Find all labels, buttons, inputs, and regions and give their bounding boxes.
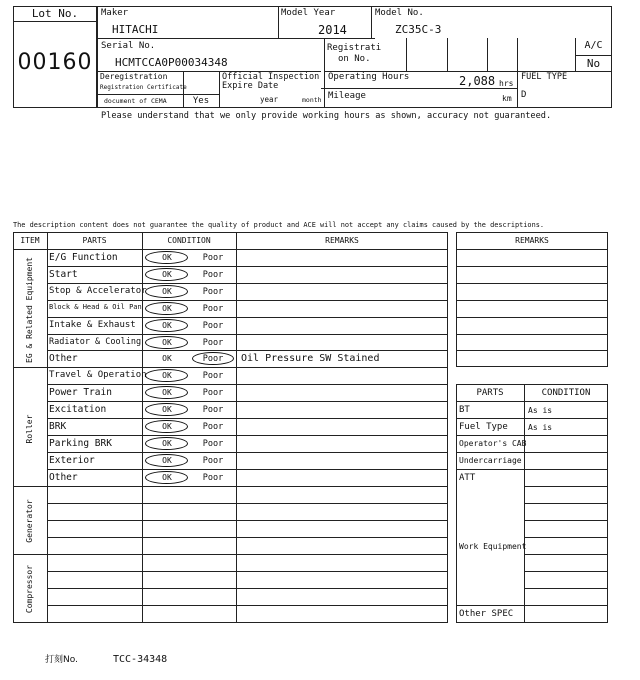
- fuel-type-label: FUEL TYPE: [521, 72, 568, 82]
- condition-column-header: CONDITION: [167, 236, 211, 245]
- ok-selected-circle: [145, 302, 188, 315]
- cema-label: document of CEMA: [104, 97, 167, 105]
- right-part-undercarriage: Undercarriage: [459, 456, 522, 465]
- ok-selected-circle: [145, 437, 188, 450]
- registration-label-2: on No.: [338, 54, 371, 64]
- poor-option: Poor: [202, 405, 224, 415]
- ac-value: No: [586, 57, 601, 70]
- row-line: [47, 537, 448, 538]
- ok-selected-circle: [145, 285, 188, 298]
- model-no-value: ZC35C-3: [395, 23, 442, 36]
- remark-text: Oil Pressure SW Stained: [241, 353, 380, 364]
- ok-option: OK: [162, 338, 172, 347]
- part-label: Start: [49, 269, 78, 280]
- poor-option: Poor: [202, 321, 224, 331]
- ok-selected-circle: [145, 319, 188, 332]
- row-line: [47, 435, 448, 436]
- inspection-label-1: Official Inspection: [222, 72, 320, 82]
- ok-option: OK: [162, 439, 172, 448]
- operating-hours-value: 2,088: [459, 74, 496, 88]
- row-line: [47, 418, 448, 419]
- row-line: [47, 571, 448, 572]
- maker-value: HITACHI: [112, 23, 159, 36]
- ok-selected-circle: [145, 454, 188, 467]
- row-line: [47, 283, 448, 284]
- ok-option: OK: [162, 270, 172, 279]
- hours-disclaimer: Please understand that we only provide working hours as shown, accuracy not guaranteed.: [101, 111, 552, 121]
- row-line: [47, 503, 448, 504]
- ok-selected-circle: [145, 268, 188, 281]
- ok-option: OK: [162, 354, 172, 363]
- part-label: E/G Function: [49, 252, 118, 263]
- row-line: [47, 452, 448, 453]
- ok-option: OK: [162, 405, 172, 414]
- row-line: [47, 350, 448, 351]
- mileage-label: Mileage: [328, 91, 366, 101]
- ok-selected-circle: [145, 369, 188, 382]
- part-label: BRK: [49, 421, 67, 432]
- poor-option: Poor: [202, 338, 224, 348]
- part-label: Other: [49, 353, 78, 364]
- poor-option: Poor: [202, 304, 224, 314]
- poor-option: Poor: [202, 473, 224, 483]
- poor-option: Poor: [202, 354, 224, 364]
- item-column-header: ITEM: [20, 236, 40, 245]
- group-label-compressor: Compressor: [25, 564, 34, 614]
- right-part-operator-cab: Operator's CAB: [459, 439, 527, 448]
- ok-selected-circle: [145, 386, 188, 399]
- ok-option: OK: [162, 253, 172, 262]
- right-condition-fuel-type: As is: [528, 423, 553, 432]
- ac-label: A/C: [584, 40, 603, 51]
- ok-option: OK: [162, 473, 172, 482]
- row-line: [47, 401, 448, 402]
- group-label-generator: Generator: [25, 499, 34, 543]
- poor-option: Poor: [202, 270, 224, 280]
- km-unit: km: [502, 94, 512, 103]
- maker-label: Maker: [101, 8, 129, 18]
- poor-option: Poor: [202, 253, 224, 263]
- operating-hours-label: Operating Hours: [328, 72, 410, 82]
- right-part-work-equipment: Work Equipment: [459, 542, 527, 551]
- right-part-bt: BT: [459, 405, 470, 415]
- part-label: Exterior: [49, 455, 95, 466]
- model-year-label: Model Year: [281, 8, 336, 18]
- remarks-column-header: REMARKS: [325, 236, 359, 245]
- part-label: Travel & Operation: [49, 370, 147, 380]
- ok-selected-circle: [145, 403, 188, 416]
- ok-option: OK: [162, 371, 172, 380]
- right-part-att: ATT: [459, 473, 476, 483]
- ok-option: OK: [162, 304, 172, 313]
- group-label-roller: Roller: [25, 414, 34, 444]
- ok-selected-circle: [145, 336, 188, 349]
- stamp-number-value: TCC-34348: [113, 654, 168, 665]
- serial-value: HCMTCCA0P00034348: [115, 56, 228, 69]
- registration-certificate-label: Registration Certificate: [100, 84, 187, 91]
- row-line: [47, 266, 448, 267]
- right-condition-header: CONDITION: [541, 388, 591, 398]
- right-remarks-header: REMARKS: [515, 236, 549, 245]
- row-line: [47, 317, 448, 318]
- part-label: Block & Head & Oil Pan: [49, 303, 142, 311]
- right-parts-header: PARTS: [476, 388, 504, 398]
- lot-label: Lot No.: [31, 7, 79, 20]
- part-label: Parking BRK: [49, 438, 112, 449]
- row-line: [47, 588, 448, 589]
- model-no-label: Model No.: [375, 8, 424, 18]
- part-label: Power Train: [49, 387, 112, 398]
- registration-label-1: Registrati: [327, 43, 382, 53]
- row-line: [47, 520, 448, 521]
- deregistration-label: Deregistration: [100, 72, 168, 81]
- stamp-number-label: 打刻No.: [45, 655, 78, 665]
- poor-option: Poor: [202, 439, 224, 449]
- right-condition-bt: As is: [528, 406, 553, 415]
- ok-selected-circle: [145, 471, 188, 484]
- row-line: [47, 334, 448, 335]
- inspection-month-label: month: [302, 96, 322, 104]
- serial-label: Serial No.: [101, 41, 156, 51]
- poor-option: Poor: [202, 371, 224, 381]
- hrs-unit: hrs: [499, 79, 514, 88]
- inspection-label-2: Expire Date: [222, 81, 279, 91]
- ok-selected-circle: [145, 420, 188, 433]
- group-label-eg: EG & Related Equipment: [25, 257, 34, 363]
- row-line: [47, 384, 448, 385]
- part-label: Stop & Accelerator: [49, 286, 147, 296]
- cema-value: Yes: [192, 96, 210, 106]
- ok-selected-circle: [145, 251, 188, 264]
- poor-option: Poor: [202, 422, 224, 432]
- ok-option: OK: [162, 388, 172, 397]
- lot-number: 00160: [17, 50, 93, 75]
- row-line: [47, 605, 448, 606]
- part-label: Excitation: [49, 404, 107, 415]
- part-label: Radiator & Cooling: [49, 337, 142, 347]
- right-part-other-spec: Other SPEC: [459, 609, 514, 619]
- model-year-value: 2014: [318, 23, 347, 37]
- poor-option: Poor: [202, 287, 224, 297]
- ok-option: OK: [162, 456, 172, 465]
- poor-option: Poor: [202, 456, 224, 466]
- right-part-fuel-type: Fuel Type: [459, 422, 508, 432]
- description-disclaimer: The description content does not guarantee the quality of product and ACE will not accept any claims caused by the descriptions.: [13, 221, 545, 229]
- parts-column-header: PARTS: [82, 236, 107, 245]
- poor-option: Poor: [202, 388, 224, 398]
- row-line: [47, 300, 448, 301]
- poor-selected-circle: [192, 352, 234, 365]
- ok-option: OK: [162, 321, 172, 330]
- part-label: Intake & Exhaust: [49, 320, 136, 330]
- part-label: Other: [49, 472, 78, 483]
- inspection-year-label: year: [260, 95, 279, 104]
- ok-option: OK: [162, 422, 172, 431]
- row-line: [47, 469, 448, 470]
- ok-option: OK: [162, 287, 172, 296]
- fuel-type-value: D: [521, 90, 527, 100]
